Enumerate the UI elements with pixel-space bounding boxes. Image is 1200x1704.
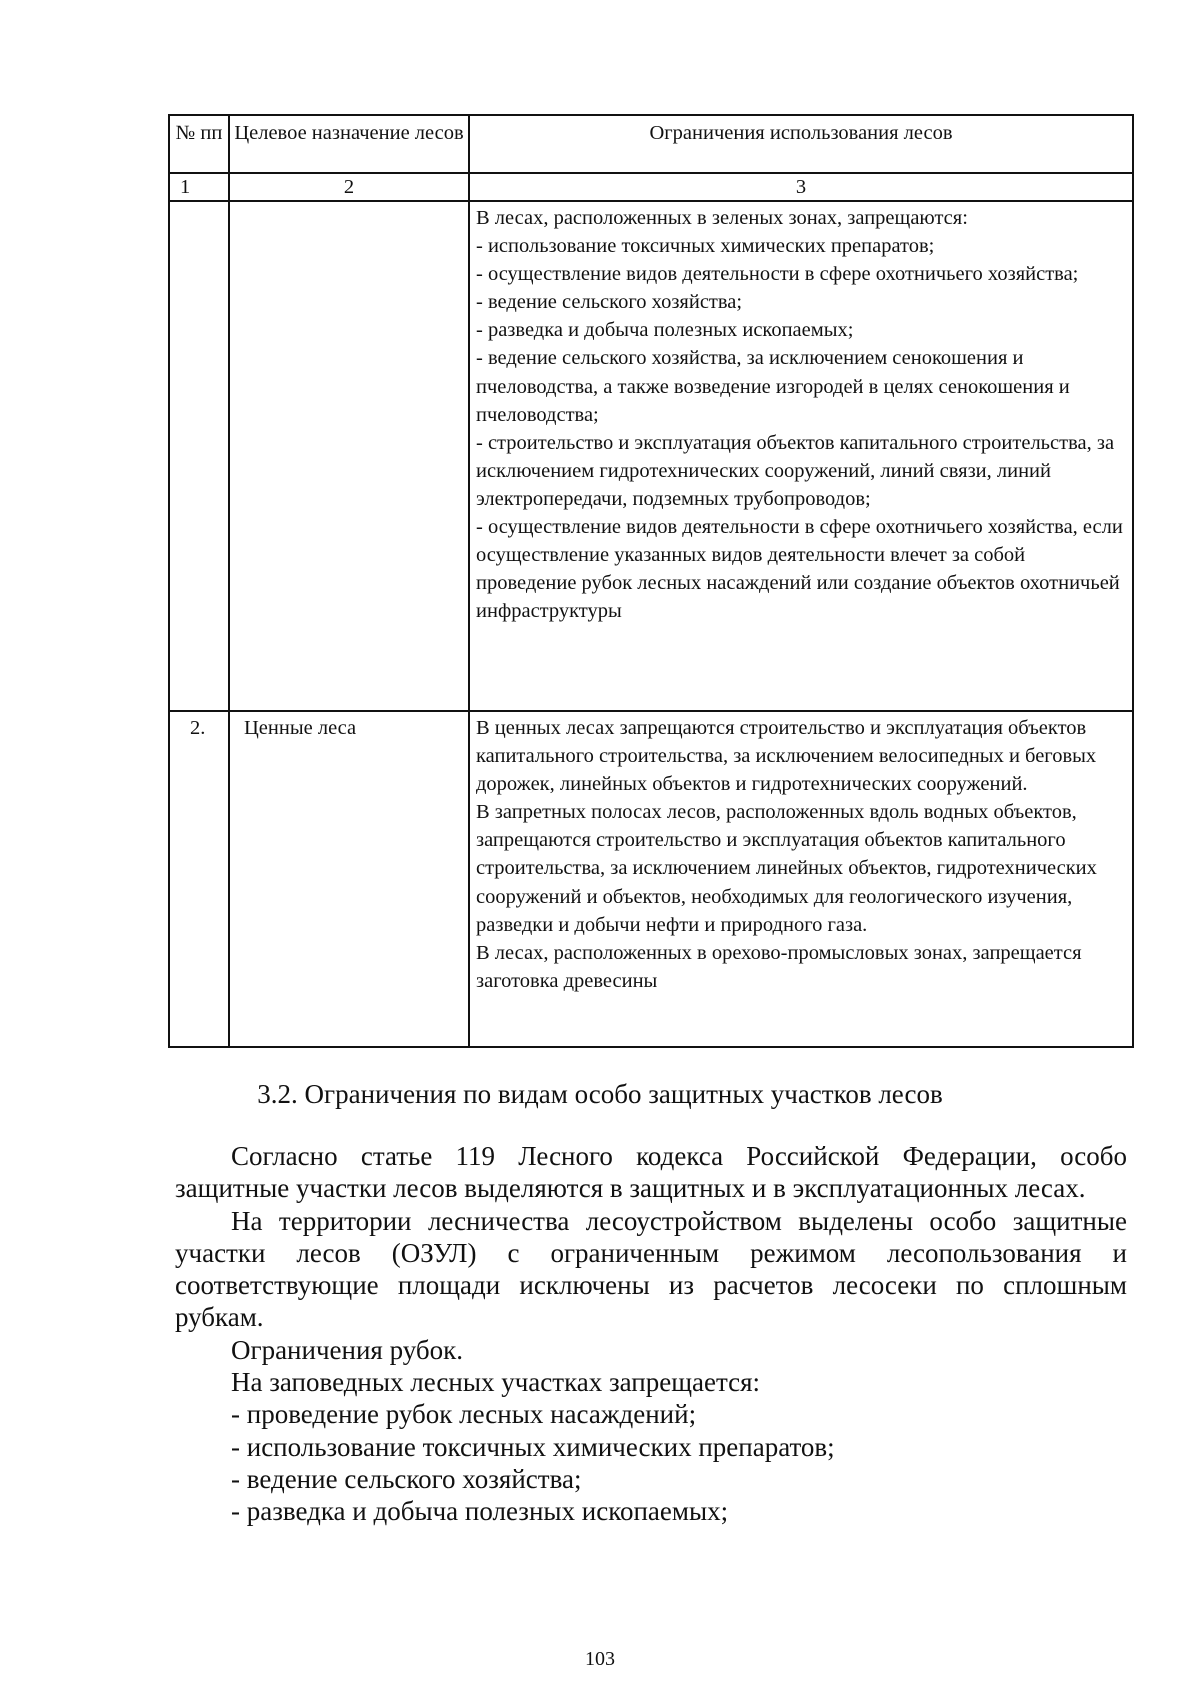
list-item: - использование токсичных химических препаратов;	[231, 1431, 835, 1462]
restriction-line: - осуществление видов деятельности в сфере охотничьего хозяйства, если осуществление указанных видов деятельности влечет за собой проведение рубок лесных насаждений или создание объектов охотничьей инфраструктуры	[476, 516, 1123, 623]
table-row	[169, 201, 1133, 711]
paragraph: Согласно статье 119 Лесного кодекса Российской Федерации, особо защитные участки лесов выделяются в защитных и в эксплуатационных лесах.	[175, 1141, 1127, 1204]
restrictions-table	[168, 114, 1134, 1048]
header-purpose: Целевое назначение лесов	[229, 115, 469, 173]
row1-restrictions	[469, 201, 1133, 711]
restriction-line: В ценных лесах запрещаются строительство и эксплуатация объектов капитального строительства, за исключением велосипедных и беговых дорожек, линейных объектов и гидротехнических сооружений.	[476, 717, 1097, 796]
header-number: № пп	[169, 115, 229, 173]
restriction-line: - строительство и эксплуатация объектов капитального строительства, за исключением гидротехнических сооружений, линий связи, линий электропередачи, подземных трубопроводов;	[476, 431, 1115, 510]
table-header-row	[169, 115, 1133, 173]
header-restrictions: Ограничения использования лесов	[469, 115, 1133, 173]
table-column-numbers-row	[169, 173, 1133, 201]
list-item: - ведение сельского хозяйства;	[231, 1463, 582, 1494]
section-title: 3.2. Ограничения по видам особо защитных участков лесов	[257, 1079, 943, 1109]
table-row	[169, 711, 1133, 1047]
row2-number: 2.	[169, 711, 229, 1047]
section-body	[175, 1140, 1127, 1528]
restriction-line: - осуществление видов деятельности в сфере охотничьего хозяйства;	[476, 263, 1079, 286]
paragraph: На территории лесничества лесоустройством выделены особо защитные участки лесов (ОЗУЛ) с ограниченным режимом лесопользования и соответствующие площади исключены из расчетов лесосеки по сплошным рубкам.	[175, 1205, 1127, 1333]
row2-purpose: Ценные леса	[229, 711, 469, 1047]
restriction-line: В запретных полосах лесов, расположенных вдоль водных объектов, запрещаются строительство и эксплуатация объектов капитального строительства, за исключением линейных объектов, гидротехнических сооружений и объектов, необходимых для геологического изучения, разведки и добычи нефти и природного газа.	[476, 801, 1097, 936]
column-number-2: 2	[229, 173, 469, 201]
page-number: 103	[585, 1648, 615, 1670]
restriction-line: В лесах, расположенных в орехово-промысловых зонах, запрещается заготовка древесины	[476, 941, 1082, 992]
list-item: - разведка и добыча полезных ископаемых;	[231, 1496, 729, 1527]
row1-number	[169, 201, 229, 711]
row2-restrictions	[469, 711, 1133, 1047]
restriction-line: - ведение сельского хозяйства;	[476, 291, 743, 314]
restriction-line: - разведка и добыча полезных ископаемых;	[476, 319, 854, 342]
restriction-line: В лесах, расположенных в зеленых зонах, запрещаются:	[476, 207, 968, 229]
restriction-line: - использование токсичных химических препаратов;	[476, 235, 935, 258]
text-line: На заповедных лесных участках запрещается:	[231, 1367, 761, 1398]
row1-purpose	[229, 201, 469, 711]
column-number-3: 3	[469, 173, 1133, 201]
text-line: Ограничения рубок.	[231, 1334, 463, 1365]
column-number-1: 1	[169, 173, 229, 201]
list-item: - проведение рубок лесных насаждений;	[231, 1399, 697, 1430]
restriction-line: - ведение сельского хозяйства, за исключением сенокошения и пчеловодства, а также возведение изгородей в целях сенокошения и пчеловодства;	[476, 347, 1070, 426]
